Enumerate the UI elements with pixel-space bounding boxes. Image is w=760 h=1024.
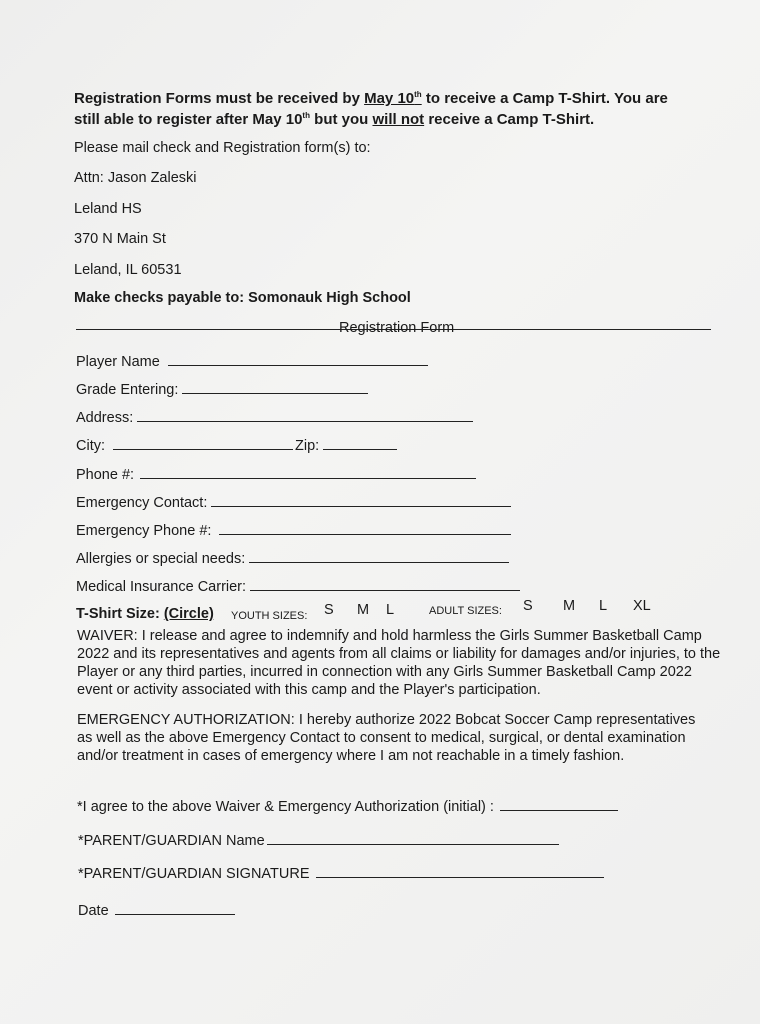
mailing-intro: Please mail check and Registration form(s) to: (74, 140, 371, 156)
emergency-phone-label: Emergency Phone #: (76, 523, 212, 539)
notice-text: Registration Forms must be received by (74, 90, 365, 107)
notice-text: but you (309, 111, 373, 128)
player-name-label: Player Name (76, 354, 160, 370)
allergies-input[interactable] (249, 562, 509, 563)
adult-sizes-label: ADULT SIZES: (429, 605, 502, 617)
address-input[interactable] (137, 421, 473, 422)
player-name-input[interactable] (168, 365, 428, 366)
deadline-date: May 10th (364, 90, 422, 107)
deadline-notice-line-2: still able to register after May 10th but you will not receive a Camp T-Shirt. (74, 111, 595, 128)
adult-size-l[interactable]: L (599, 598, 608, 614)
address-label: Address: (76, 410, 134, 426)
agree-label: *I agree to the above Waiver & Emergency Authorization (initial) : (77, 799, 494, 815)
insurance-label: Medical Insurance Carrier: (76, 579, 247, 595)
waiver-paragraph: WAIVER: I release and agree to indemnify and hold harmless the Girls Summer Basketball Camp 2022 and its representatives and agents from all claims or liability for damages and/or injuries, to the Player or any third parties, incurred in connection with any Girls Summer Basketball Camp 2022 event or activity associated with this camp and the Player's participation. (77, 628, 721, 698)
youth-size-m[interactable]: M (357, 602, 370, 618)
form-title: Registration Form (339, 320, 455, 336)
city-input[interactable] (113, 449, 293, 450)
tshirt-label: T-Shirt Size: (76, 606, 164, 622)
parent-signature-label: *PARENT/GUARDIAN SIGNATURE (78, 866, 310, 882)
youth-sizes-label: YOUTH SIZES: (231, 610, 308, 622)
agree-initial-field[interactable] (77, 799, 618, 815)
insurance-field[interactable] (76, 579, 520, 595)
parent-signature-input[interactable] (316, 877, 604, 878)
emergency-contact-input[interactable] (211, 506, 511, 507)
adult-size-xl[interactable]: XL (633, 598, 651, 614)
emergency-phone-input[interactable] (219, 534, 511, 535)
grade-label: Grade Entering: (76, 382, 179, 398)
player-name-field[interactable] (76, 354, 428, 370)
grade-field[interactable] (76, 382, 368, 398)
city-label: City: (76, 438, 105, 454)
youth-size-l[interactable]: L (386, 602, 395, 618)
notice-text: still able to register after May 10 (74, 111, 303, 128)
tshirt-circle-note: (Circle) (163, 606, 214, 622)
mailing-attn: Attn: Jason Zaleski (74, 170, 197, 186)
mailing-street: 370 N Main St (74, 231, 166, 247)
notice-text: to receive a Camp T-Shirt. You are (421, 90, 668, 107)
agree-initial-input[interactable] (500, 810, 618, 811)
phone-input[interactable] (140, 478, 476, 479)
allergies-field[interactable] (76, 551, 509, 567)
address-field[interactable] (76, 410, 473, 426)
date-label: Date (78, 903, 109, 919)
city-zip-field[interactable] (76, 438, 397, 454)
zip-input[interactable] (323, 449, 397, 450)
payable-to: Make checks payable to: Somonauk High School (74, 290, 411, 306)
parent-name-label: *PARENT/GUARDIAN Name (78, 833, 265, 849)
mailing-city: Leland, IL 60531 (74, 262, 182, 278)
phone-field[interactable] (76, 467, 476, 483)
youth-size-s[interactable]: S (324, 602, 334, 618)
emergency-phone-field[interactable] (76, 523, 511, 539)
notice-text: receive a Camp T-Shirt. (424, 111, 595, 128)
tshirt-size-row (76, 606, 214, 622)
notice-emphasis: will not (372, 111, 425, 128)
parent-signature-field[interactable] (78, 866, 604, 882)
parent-name-input[interactable] (267, 844, 559, 845)
mailing-school: Leland HS (74, 201, 142, 217)
allergies-label: Allergies or special needs: (76, 551, 246, 567)
zip-label: Zip: (295, 438, 320, 454)
emergency-authorization-paragraph: EMERGENCY AUTHORIZATION: I hereby authorize 2022 Bobcat Soccer Camp representatives as well as the above Emergency Contact to consent to medical, surgical, or dental examination and/or treatment in cases of emergency where I am not reachable in a timely fashion. (77, 712, 696, 764)
grade-input[interactable] (182, 393, 368, 394)
parent-name-field[interactable] (78, 833, 559, 849)
date-input[interactable] (115, 914, 235, 915)
adult-size-s[interactable]: S (523, 598, 533, 614)
date-field[interactable] (78, 903, 235, 919)
adult-size-m[interactable]: M (563, 598, 576, 614)
emergency-contact-label: Emergency Contact: (76, 495, 208, 511)
phone-label: Phone #: (76, 467, 135, 483)
emergency-contact-field[interactable] (76, 495, 511, 511)
insurance-input[interactable] (250, 590, 520, 591)
